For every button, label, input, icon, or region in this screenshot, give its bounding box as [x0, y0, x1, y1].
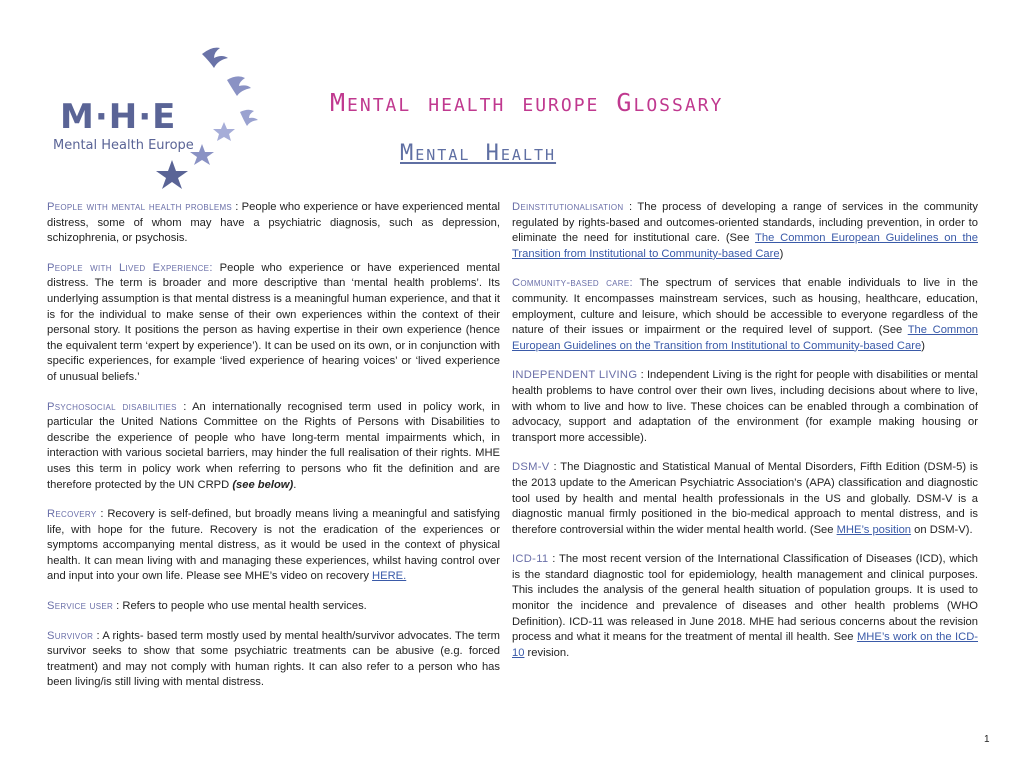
guidelines-link[interactable]: The Common European Guidelines on the Transition from Institutional to Community-based Care: [512, 324, 979, 352]
glossary-definition: The spectrum of services that enable individuals to live in the community. It encompasses mainstream services, such as housing, healthcare, education, employment, culture and leisure, which should be accessible to everyone regardless of the nature of their issues or impairment or the required level of support. (See: [512, 277, 978, 337]
glossary-term: Psychosocial disabilities: [47, 400, 177, 413]
glossary-term: INDEPENDENT LIVING: [512, 369, 638, 382]
definition-tail: revision.: [524, 646, 570, 659]
glossary-term: Recovery: [47, 508, 97, 521]
glossary-entry: [512, 200, 978, 262]
left-column: [47, 200, 500, 705]
glossary-term: People with mental health problems: [47, 201, 233, 213]
right-column: [512, 200, 978, 675]
glossary-entry: [512, 276, 978, 354]
term-separator: :: [548, 553, 559, 566]
term-separator: :: [113, 600, 123, 613]
term-separator: :: [232, 201, 242, 213]
glossary-definition: A rights- based term mostly used by mental health/survivor advocates. The term survivor seeks to show that some psychiatric treatments can be abusive (e.g. forced treatment) and may not comply with human rights. It can also refer to a person who has been living/is still living with mental distress.: [47, 629, 500, 689]
recovery-video-link[interactable]: HERE.: [372, 570, 407, 583]
term-separator: :: [96, 508, 108, 521]
page-title: Mental health europe Glossary: [330, 88, 724, 117]
term-separator: [213, 262, 220, 274]
definition-tail: on DSM-V).: [911, 523, 973, 536]
definition-tail: .: [293, 478, 297, 491]
mhe-logo: [52, 40, 272, 190]
see-below-note: (see below): [232, 478, 294, 491]
glossary-term: People with Lived Experience:: [47, 261, 213, 274]
glossary-definition: The Diagnostic and Statistical Manual of Mental Disorders, Fifth Edition (DSM-5) is the 2013 update to the American Psychiatric Association’s (APA) classification and diagnostic tool used by health and mental health professionals in the US and globally. DSM-V is a diagnostic manual firmly positioned in the bio-medical approach to mental distress, and is therefore controversial within the wider mental health world. (See: [512, 461, 979, 536]
logo-letters: M·H·E: [60, 97, 177, 137]
glossary-entry: [47, 629, 500, 691]
glossary-entry: [47, 400, 500, 494]
glossary-term: Community-based care:: [512, 277, 633, 290]
logo-subtitle: Mental Health Europe: [53, 138, 194, 153]
glossary-term: Deinstitutionalisation: [512, 201, 624, 213]
glossary-term: DSM-V: [512, 461, 550, 474]
glossary-definition: People who experience or have experienced mental distress. The term is broader and more descriptive than ‘mental health problems’. Its underlying assumption is that mental distress is a meaningful human experience, and that it is for the individual to make sense of their own experiences within the context of their personal story. It positions the person as having expertise in their own experience (hence the equivalent term ‘expert by experience’). It can be used on its own, or in conjunction with specific experiences, for example ‘lived experience of hearing voices’ or ‘lived experience of unusual beliefs.’: [47, 261, 500, 383]
glossary-entry: [512, 552, 978, 661]
glossary-definition: The process of developing a range of services in the community regulated by rights-based and outcomes-oriented standards, including prevention, in order to eliminate the need for institutional care. (See: [512, 201, 979, 245]
glossary-definition: People who experience or have experienced mental distress, some of whom may have a psychiatric diagnosis, such as depression, schizophrenia, or psychosis.: [47, 201, 500, 245]
glossary-entry: [512, 368, 978, 446]
glossary-entry: [47, 200, 500, 247]
term-separator: :: [623, 201, 638, 213]
term-separator: :: [637, 369, 647, 382]
glossary-definition: The most recent version of the International Classification of Diseases (ICD), which is the standard diagnostic tool for epidemiology, health management and clinical purposes. This includes the analysis of the general health situation of population groups. It is used to monitor the incidence and prevalence of diseases and other health problems (WHO Definition). ICD-11 was released in June 2018. MHE had serious concerns about the revision process and what it means for the treatment of mental ill health. See: [512, 553, 978, 644]
glossary-definition: Refers to people who use mental health services.: [122, 600, 367, 613]
guidelines-link[interactable]: The Common European Guidelines on the Transition from Institutional to Community-based Care: [512, 232, 979, 260]
glossary-entry: [47, 507, 500, 585]
glossary-definition: Independent Living is the right for people with disabilities or mental health problems to have control over their own lives, including decisions about where to live, with whom to live and how to live. These choices can be enabled through a combination of advocacy, support and adaptation of the environment (for example making housing or transport more accessible).: [512, 369, 979, 444]
glossary-definition: An internationally recognised term used in policy work, in particular the United Nations Committee on the Rights of Persons with Disabilities to describe the experience of people who have long-term mental impairments which, in interaction with various societal barriers, may hinder the full realisation of their rights. MHE uses this term in policy work when referring to persons who fit the definition and are therefore protected by the UN CRPD: [47, 400, 500, 491]
glossary-entry: [512, 460, 978, 538]
section-title: Mental Health: [400, 141, 557, 166]
definition-tail: ): [779, 247, 784, 260]
glossary-definition: Recovery is self-defined, but broadly means living a meaningful and satisfying life, with hope for the future. Recovery is not the eradication of the experiences or symptoms accompanying mental distress, as it would be used in the context of physical health. It can mean living with and managing these experiences, whilst having control over and input into your own life. Please see MHE’s video on recovery: [47, 508, 500, 583]
mhe-position-link[interactable]: MHE’s position: [836, 523, 912, 536]
glossary-entry: [47, 599, 500, 615]
term-separator: :: [176, 400, 193, 413]
term-separator: :: [549, 461, 561, 474]
icd-work-link[interactable]: MHE’s work on the ICD-10: [512, 631, 979, 659]
term-separator: [633, 277, 640, 289]
glossary-term: Service user: [47, 600, 114, 613]
glossary-term: Survivor: [47, 629, 94, 642]
term-separator: :: [93, 629, 103, 642]
definition-tail: ): [921, 339, 925, 352]
glossary-term: ICD-11: [512, 553, 549, 566]
page-number: 1: [984, 734, 990, 745]
glossary-entry: [47, 261, 500, 386]
